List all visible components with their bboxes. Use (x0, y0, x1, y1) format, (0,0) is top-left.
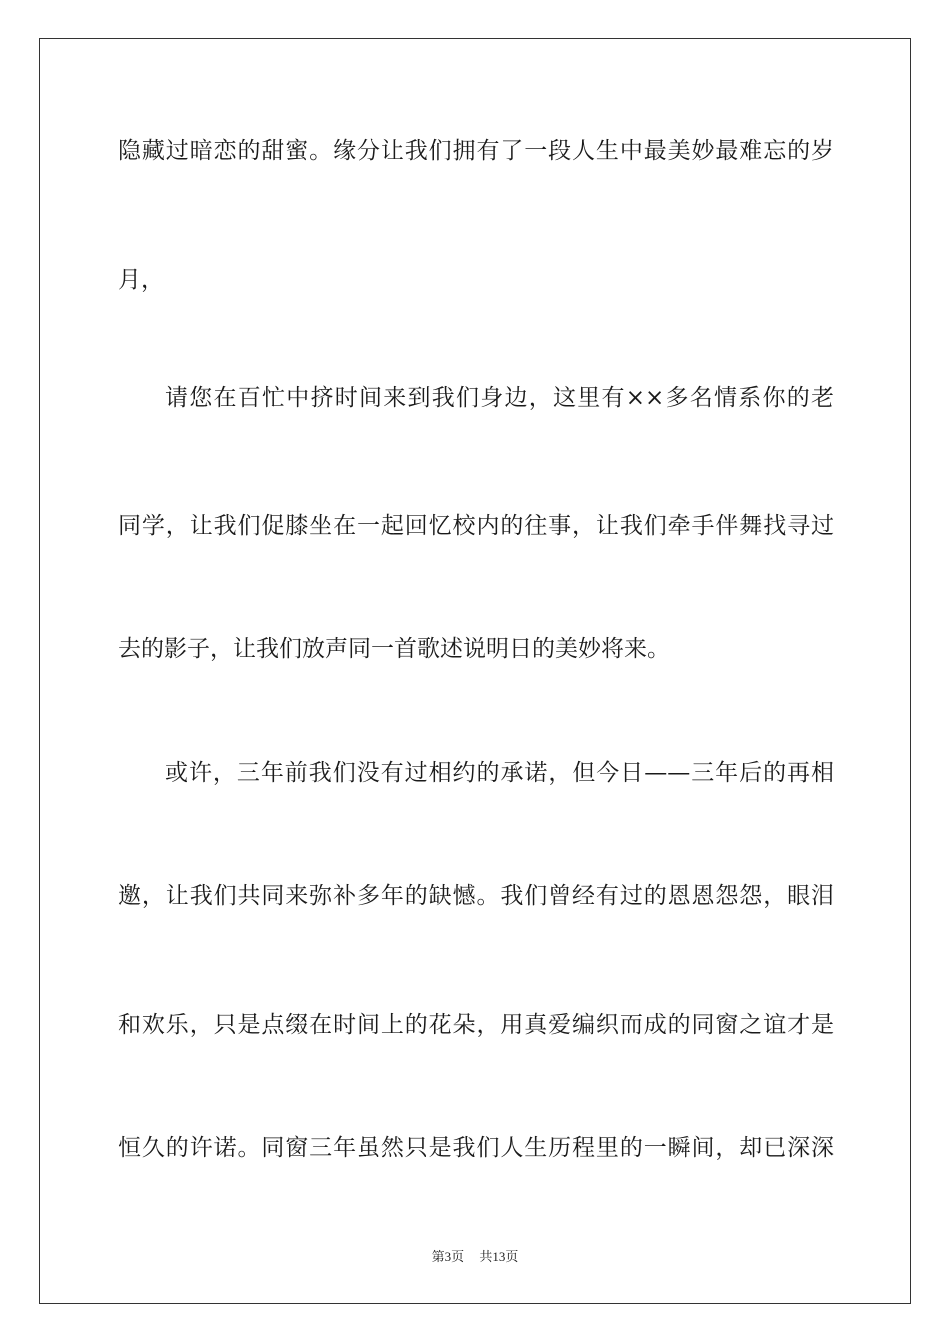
text-line-2: 月， (118, 267, 164, 293)
text-line-3: 请您在百忙中挤时间来到我们身边，这里有××多名情系你的老 (165, 385, 834, 411)
page-number: 第3页 (431, 1249, 465, 1264)
text-line-7: 邀，让我们共同来弥补多年的缺憾。我们曾经有过的恩恩怨怨，眼泪 (118, 883, 834, 909)
page-border (39, 38, 911, 1304)
text-line-4: 同学，让我们促膝坐在一起回忆校内的往事，让我们牵手伴舞找寻过 (118, 513, 834, 539)
page-total: 共13页 (479, 1249, 519, 1264)
text-line-9: 恒久的许诺。同窗三年虽然只是我们人生历程里的一瞬间，却已深深 (118, 1135, 834, 1161)
text-line-6: 或许，三年前我们没有过相约的承诺，但今日——三年后的再相 (165, 760, 834, 786)
text-line-5: 去的影子，让我们放声同一首歌述说明日的美妙将来。 (118, 636, 670, 662)
text-line-8: 和欢乐，只是点缀在时间上的花朵，用真爱编织而成的同窗之谊才是 (118, 1012, 834, 1038)
text-line-1: 隐藏过暗恋的甜蜜。缘分让我们拥有了一段人生中最美妙最难忘的岁 (118, 138, 834, 164)
page-footer (0, 1248, 950, 1266)
